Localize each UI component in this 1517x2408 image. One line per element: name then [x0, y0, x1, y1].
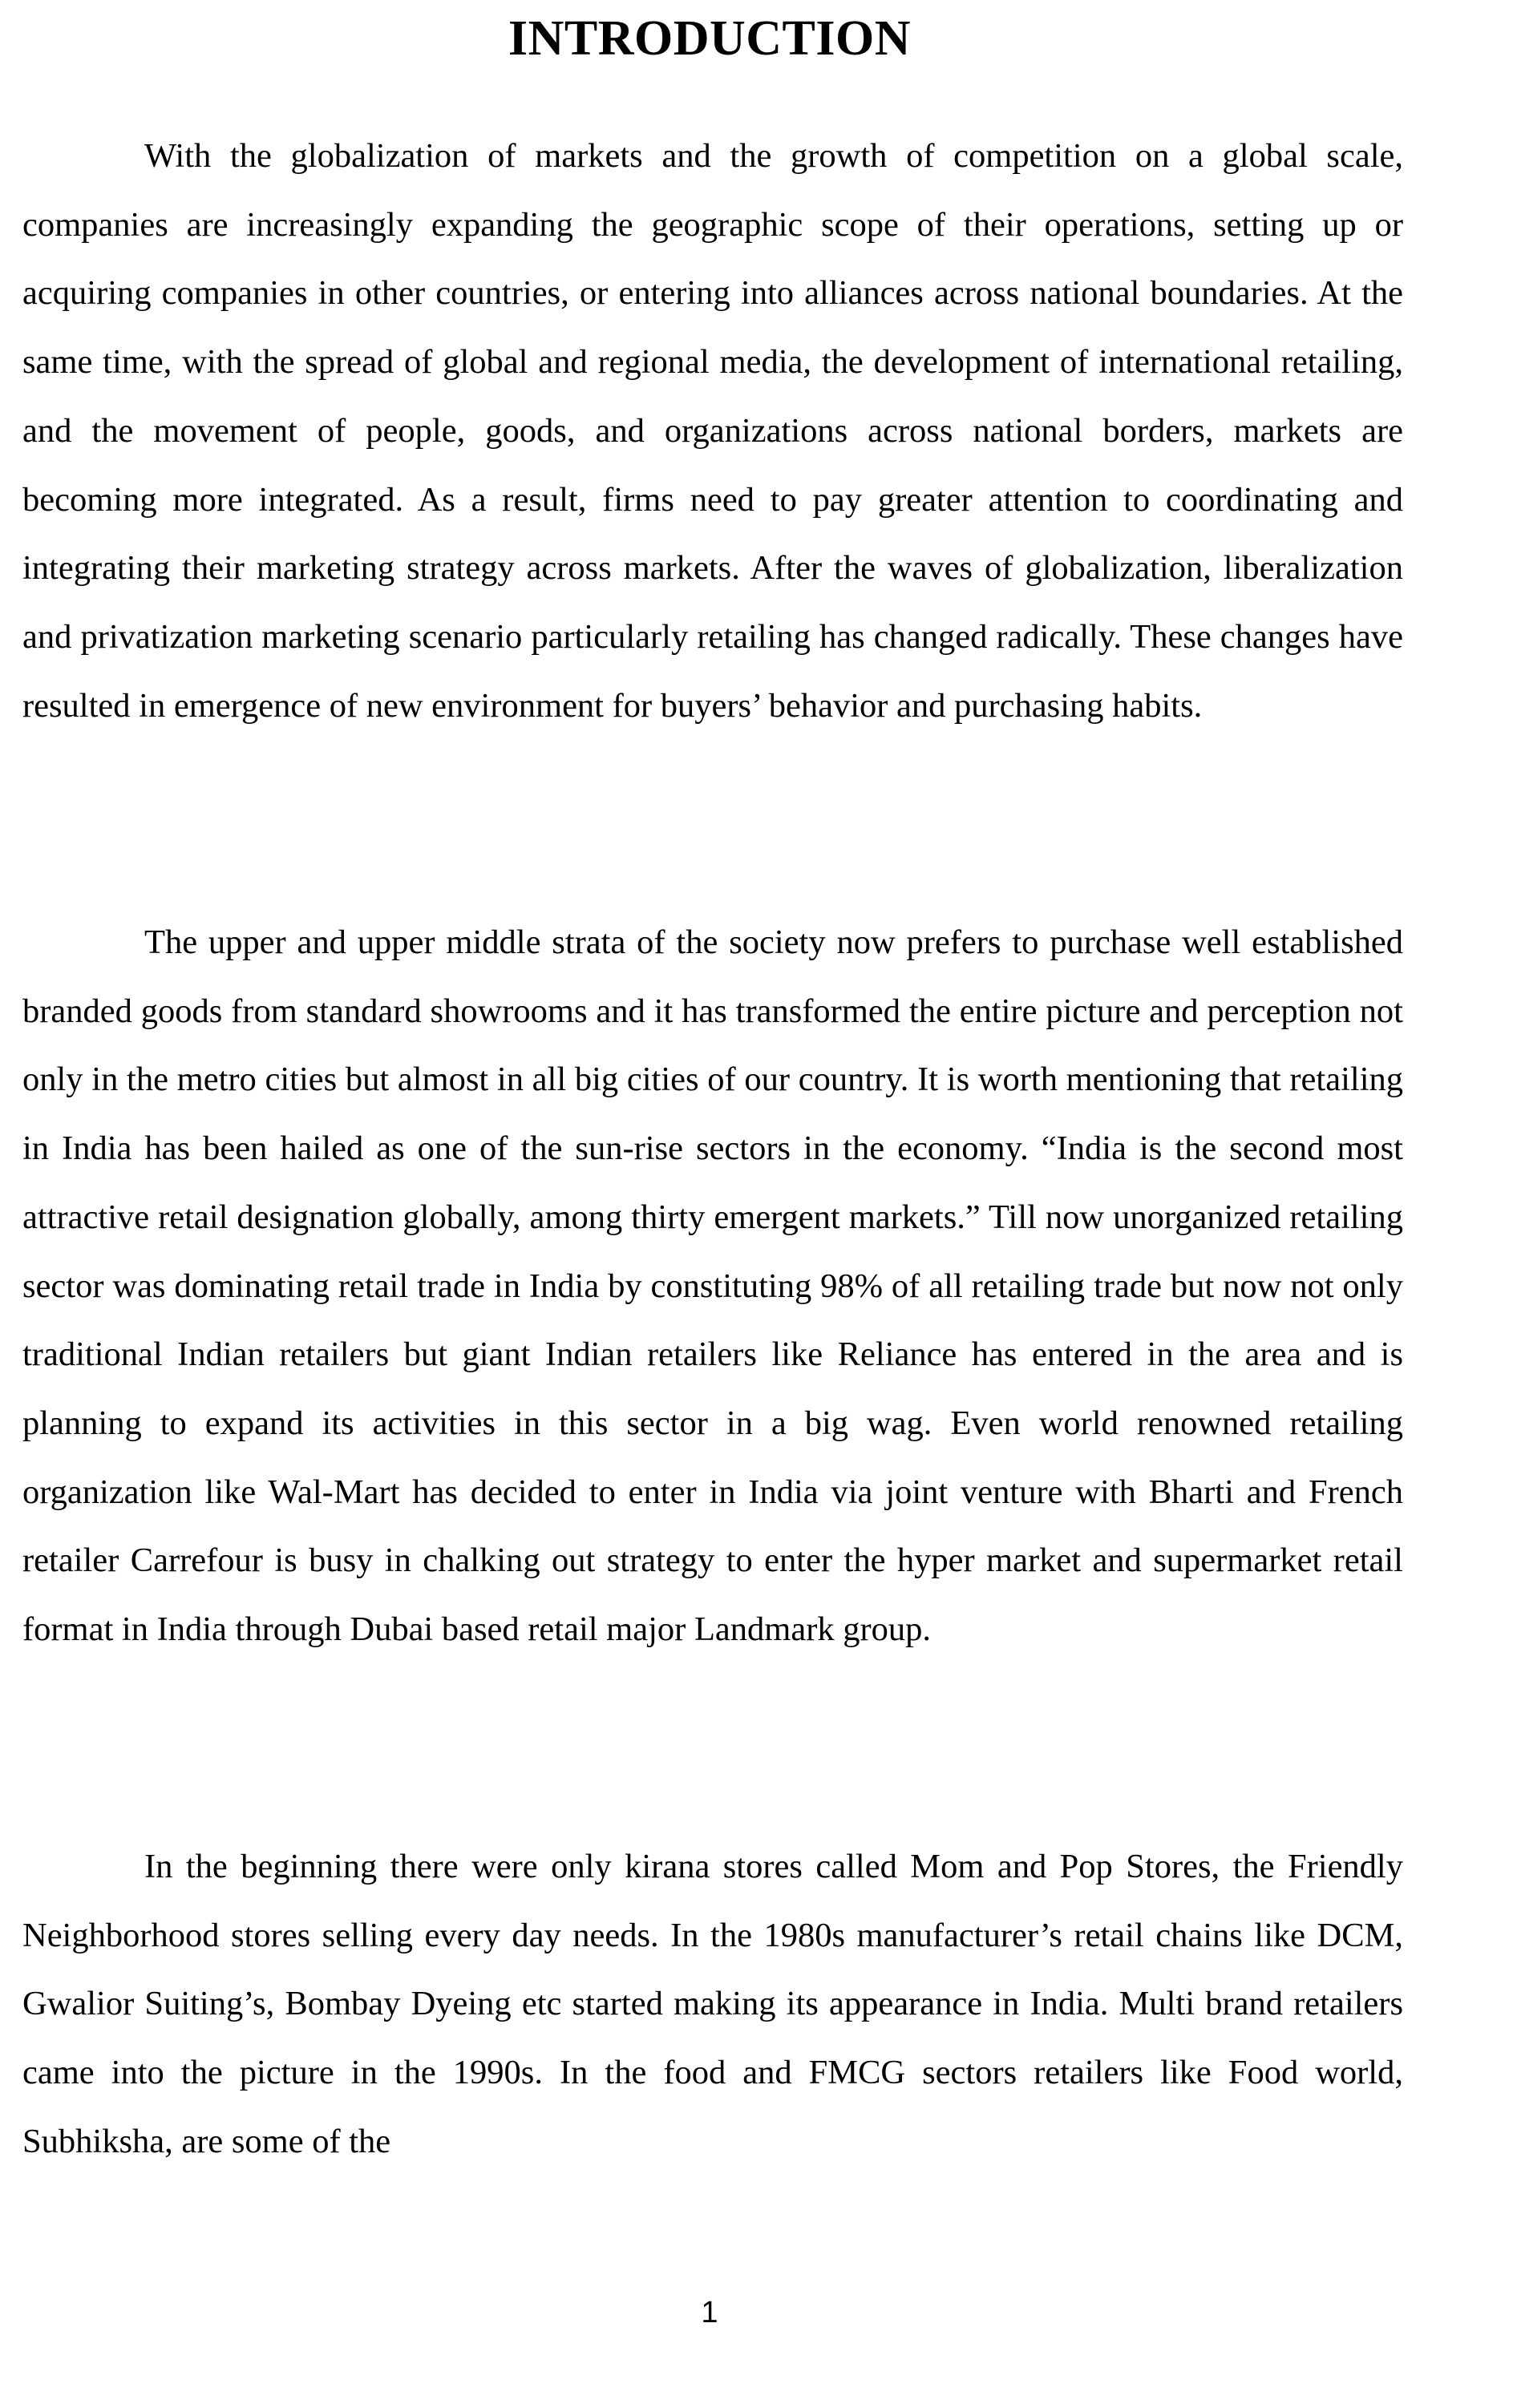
paragraph-globalization: With the globalization of markets and the growth of competition on a global scale, companies are increasingly expanding the geographic scope of their operations, setting up or acquiring companies in other countries, or entering into alliances across national boundaries. At the same time, with the spread of global and regional media, the development of international retailing, and the movement of people, goods, and organizations across national borders, markets are becoming more integrated. As a result, firms need to pay greater attention to coordinating and integrating their marketing strategy across markets. After the waves of globalization, liberalization and privatization marketing scenario particularly retailing has changed radically. These changes have resulted in emergence of new environment for buyers’ behavior and purchasing habits.: [22, 137, 1403, 725]
page-title: INTRODUCTION: [508, 11, 912, 66]
paragraph-retail-history: In the beginning there were only kirana stores called Mom and Pop Stores, the Friendly Neighborhood stores selling every day needs. In the 1980s manufacturer’s retail chains like DCM, Gwalior Suiting’s, Bombay Dyeing etc started making its appearance in India. Multi brand retailers came into the picture in the 1990s. In the food and FMCG sectors retailers like Food world, Subhiksha, are some of the: [22, 1848, 1403, 2160]
page-number: 1: [701, 2296, 718, 2329]
paragraph-branded-goods: The upper and upper middle strata of the society now prefers to purchase well established branded goods from standard showrooms and it has transformed the entire picture and perception not only in the metro cities but almost in all big cities of our country. It is worth mentioning that retailing in India has been hailed as one of the sun-rise sectors in the economy. “India is the second most attractive retail designation globally, among thirty emergent markets.” Till now unorganized retailing sector was dominating retail trade in India by constituting 98% of all retailing trade but now not only traditional Indian retailers but giant Indian retailers like Reliance has entered in the area and is planning to expand its activities in this sector in a big wag. Even world renowned retailing organization like Wal-Mart has decided to enter in India via joint venture with Bharti and French retailer Carrefour is busy in chalking out strategy to enter the hyper market and supermarket retail format in India through Dubai based retail major Landmark group.: [22, 923, 1403, 1649]
